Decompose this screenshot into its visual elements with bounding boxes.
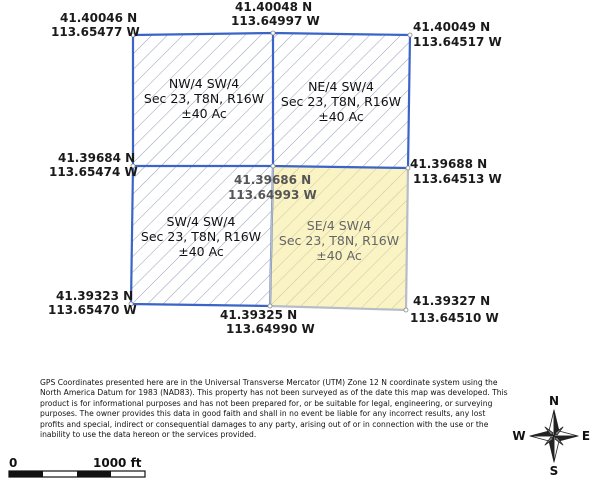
- compass-n: N: [548, 394, 560, 408]
- corner-label-nw-top: [51, 11, 140, 39]
- corner-label-w-mid: [49, 151, 138, 179]
- parcel-area: ±40 Ac: [181, 106, 227, 121]
- compass-e: E: [581, 429, 591, 443]
- parcel-area: ±40 Ac: [318, 109, 364, 124]
- parcel-name: SW/4 SW/4: [166, 214, 236, 229]
- corner-lat: 41.39327 N: [413, 294, 491, 308]
- corner-lat: 41.40048 N: [235, 0, 313, 14]
- compass-star-icon: [530, 410, 578, 462]
- corner-lat: 41.40049 N: [413, 20, 491, 34]
- scale-bar: [9, 456, 145, 477]
- parcel-name: NE/4 SW/4: [308, 79, 374, 94]
- compass-w: W: [512, 429, 526, 443]
- corner-lon: 113.64513 W: [413, 172, 502, 186]
- compass-rose: [512, 394, 590, 478]
- parcel-name: SE/4 SW/4: [306, 218, 372, 233]
- corner-lon: 113.65477 W: [51, 25, 140, 39]
- parcel-section: Sec 23, T8N, R16W: [278, 233, 400, 248]
- parcel-area: ±40 Ac: [316, 248, 362, 263]
- corner-label-center: [228, 173, 317, 202]
- corner-lon: 113.65470 W: [48, 303, 137, 317]
- parcel-name: NW/4 SW/4: [168, 76, 240, 91]
- parcel-section: Sec 23, T8N, R16W: [280, 94, 402, 109]
- corner-lon: 113.64510 W: [410, 311, 499, 325]
- parcel-section: Sec 23, T8N, R16W: [140, 229, 262, 244]
- corner-lat: 41.39684 N: [58, 151, 136, 165]
- corner-label-sw-bottom: [48, 289, 137, 317]
- corner-label-s-mid: [220, 308, 315, 336]
- parcel-area: ±40 Ac: [178, 244, 224, 259]
- corner-label-e-mid: [410, 157, 502, 186]
- disclaimer-text: GPS Coordinates presented here are in the Universal Transverse Mercator (UTM) Zone 12 N coordinate system using the North America Datum for 1983 (NAD83). This property has not been surveyed as of the date this map was developed. This product is for informational purposes and has not been prepared for, or be suitable for legal, engineering, or surveying purposes. The owner provides this data in good faith and shall in no event be liable for any incorrect results, any lost profits and special, indirect or consequential damages to any party, arising out of or in connection with the use or the inability to use the data hereon or the services provided.: [40, 378, 508, 440]
- corner-label-n-mid: [231, 0, 320, 28]
- scale-end-label: 1000 ft: [93, 456, 142, 470]
- corner-lon: 113.64517 W: [413, 35, 502, 49]
- corner-lon: 113.65474 W: [49, 165, 138, 179]
- compass-s: S: [549, 464, 559, 478]
- corner-label-se-bottom: [410, 294, 499, 325]
- corner-lat: 41.39686 N: [234, 173, 312, 187]
- corner-lat: 41.39323 N: [56, 289, 134, 303]
- scale-start-label: 0: [9, 456, 18, 470]
- corner-label-ne-top: [413, 20, 502, 49]
- corner-lon: 113.64993 W: [228, 188, 317, 202]
- corner-lon: 113.64990 W: [226, 322, 315, 336]
- corner-lat: 41.40046 N: [60, 11, 138, 25]
- parcel-section: Sec 23, T8N, R16W: [143, 91, 265, 106]
- corner-lat: 41.39325 N: [220, 308, 298, 322]
- corner-lat: 41.39688 N: [410, 157, 488, 171]
- corner-lon: 113.64997 W: [231, 14, 320, 28]
